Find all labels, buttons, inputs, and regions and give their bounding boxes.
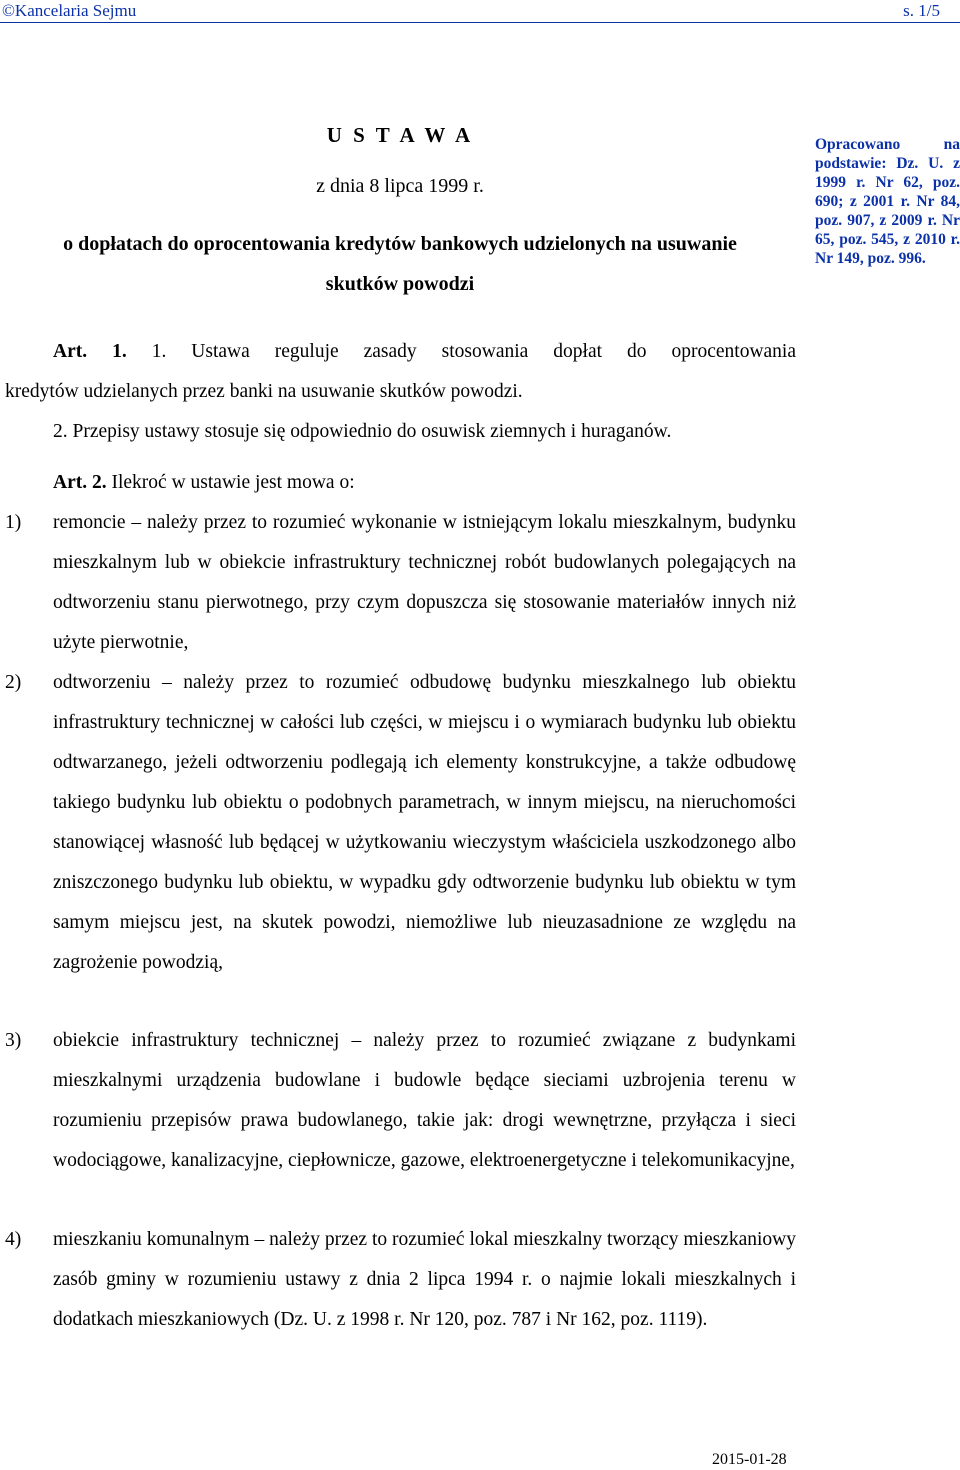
item-2-number: 2) <box>5 672 22 693</box>
item-4-number: 4) <box>5 1229 22 1250</box>
act-title: U S T A W A <box>326 123 474 147</box>
item-2-text: odtworzeniu – należy przez to rozumieć odbudowę budynku mieszkalnego lub obiektu infrastruktury technicznej w całości lub części, w miejscu i o wymiarach budynku lub obiektu odtwarzanego, jeżeli odtworzeniu podlegają ich elementy konstrukcyjne, a także odbudowę takiego budynku lub obiektu o podobnych parametrach, w innym miejscu, na nieruchomości stanowiącej własność lub będącej w użytkowaniu wieczystym właściciela uszkodzonego albo zniszczonego budynku lub obiektu, w wypadku gdy odtworzenie budynku lub obiektu w tym samym miejscu jest, na skutek powodzi, niemożliwe lub nieuzasadnione ze względu na zagrożenie powodzią, <box>53 672 796 973</box>
header-source: ©Kancelaria Sejmu <box>2 1 137 20</box>
art1-label: Art. 1. <box>53 341 127 362</box>
art1-line-1 <box>53 332 796 372</box>
item-1-number: 1) <box>5 512 22 533</box>
art1-para-1: 1. Ustawa reguluje zasady stosowania dopłat do oprocentowania <box>151 341 797 362</box>
header-divider <box>0 22 960 23</box>
act-subject-line-1: o dopłatach do oprocentowania kredytów bankowych udzielonych na usuwanie <box>63 233 737 255</box>
art1-para-2: 2. Przepisy ustawy stosuje się odpowiednio do osuwisk ziemnych i huraganów. <box>53 421 672 442</box>
page-number: s. 1/5 <box>903 1 940 20</box>
item-3-number: 3) <box>5 1030 22 1051</box>
act-date: z dnia 8 lipca 1999 r. <box>316 175 484 197</box>
art2-intro-text: Ilekroć w ustawie jest mowa o: <box>111 472 355 493</box>
art2-label: Art. 2. <box>53 472 107 493</box>
source-note: Opracowano na podstawie: Dz. U. z 1999 r. Nr 62, poz. 690; z 2001 r. Nr 84, poz. 907, z 2009 r. Nr 65, poz. 545, z 2010 r. Nr 149, poz. 996. <box>815 136 960 267</box>
art1-line-2: kredytów udzielanych przez banki na usuwanie skutków powodzi. <box>5 381 523 402</box>
footer-date: 2015-01-28 <box>712 1451 787 1468</box>
item-4-text: mieszkaniu komunalnym – należy przez to rozumieć lokal mieszkalny tworzący mieszkaniowy zasób gminy w rozumieniu ustawy z dnia 2 lipca 1994 r. o najmie lokali mieszkalnych i dodatkach mieszkaniowych (Dz. U. z 1998 r. Nr 120, poz. 787 i Nr 162, poz. 1119). <box>53 1229 796 1330</box>
act-subject-line-2: skutków powodzi <box>325 273 475 295</box>
item-1-text: remoncie – należy przez to rozumieć wykonanie w istniejącym lokalu mieszkalnym, budynku mieszkalnym lub w obiekcie infrastruktury technicznej robót budowlanych polegających na odtworzeniu stanu pierwotnego, przy czym dopuszcza się stosowanie materiałów innych niż użyte pierwotnie, <box>53 512 796 653</box>
item-3-text: obiekcie infrastruktury technicznej – należy przez to rozumieć związane z budynkami mieszkalnymi urządzenia budowlane i budowle będące sieciami uzbrojenia terenu w rozumieniu przepisów prawa budowlanego, takie jak: drogi wewnętrzne, przyłącza i sieci wodociągowe, kanalizacyjne, ciepłownicze, gazowe, elektroenergetyczne i telekomunikacyjne, <box>53 1030 796 1171</box>
art2-intro <box>53 463 796 503</box>
act-subject <box>0 224 800 304</box>
